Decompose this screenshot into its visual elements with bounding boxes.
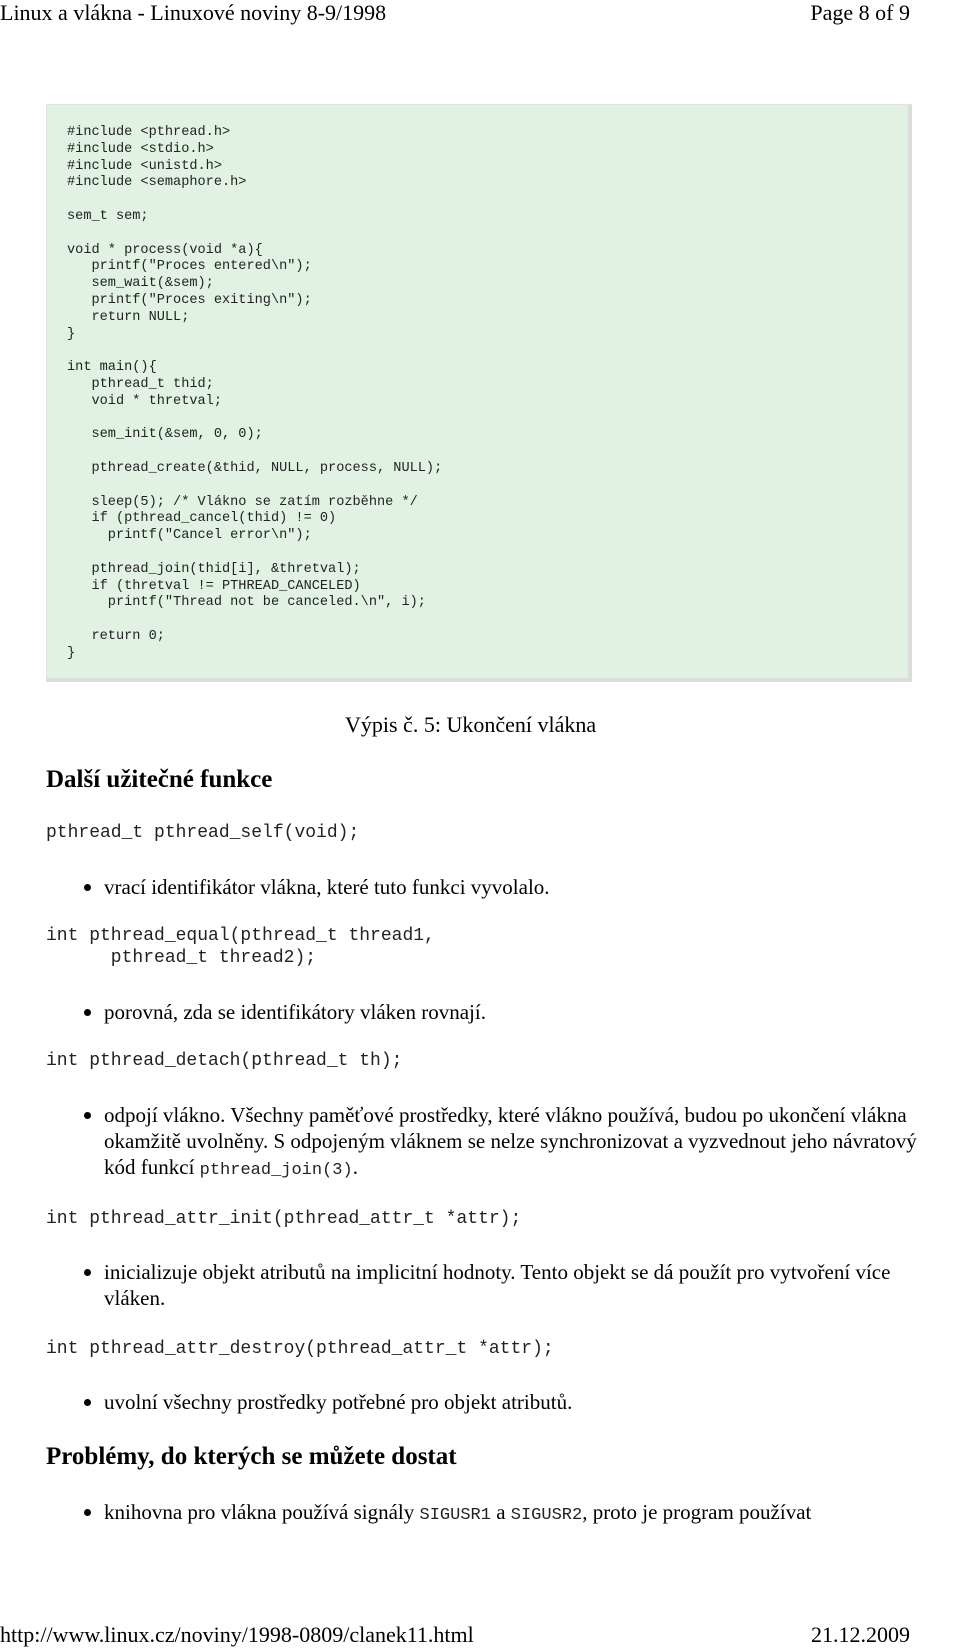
page-number: Page 8 of 9	[810, 0, 910, 25]
listing-caption: Výpis č. 5: Ukončení vlákna	[345, 712, 597, 737]
list-item	[104, 1499, 924, 1529]
period: .	[352, 1155, 358, 1179]
list-item	[104, 1259, 924, 1311]
code-sigusr1: SIGUSR1	[419, 1506, 491, 1525]
bullet-icon	[84, 1269, 91, 1276]
bullet-icon	[84, 1112, 91, 1119]
bullet-icon	[84, 1399, 91, 1406]
bullet-text: knihovna pro vlákna používá signály	[104, 1500, 420, 1524]
bullet-icon	[84, 884, 91, 891]
bullet-icon	[84, 1009, 91, 1016]
signature-pthread-equal: int pthread_equal(pthread_t thread1, pthread_t thread2);	[46, 926, 435, 968]
code-pthread-join: pthread_join(3)	[199, 1161, 353, 1180]
bullet-text: a	[490, 1500, 511, 1524]
section-heading-useful-functions: Další užitečné funkce	[46, 766, 273, 793]
signature-pthread-attr-destroy: int pthread_attr_destroy(pthread_attr_t *attr);	[46, 1339, 554, 1359]
bullet-text: , proto je program používat	[582, 1500, 812, 1524]
signature-pthread-attr-init: int pthread_attr_init(pthread_attr_t *attr);	[46, 1209, 522, 1229]
desc-pthread-detach: odpojí vlákno. Všechny paměťové prostředky, které vlákno používá, budou po ukončení vlákna okamžitě uvolněny. S odpojeným vláknem se nelze synchronizovat a vyzvednout jeho návratový kód funkcí	[104, 1103, 917, 1179]
desc-pthread-equal: porovná, zda se identifikátory vláken rovnají.	[104, 1000, 486, 1024]
section-heading-problems: Problémy, do kterých se můžete dostat	[46, 1443, 457, 1470]
list-item	[104, 999, 924, 1025]
signature-pthread-detach: int pthread_detach(pthread_t th);	[46, 1051, 403, 1071]
footer-date: 21.12.2009	[811, 1622, 910, 1647]
footer-url[interactable]: http://www.linux.cz/noviny/1998-0809/clanek11.html	[0, 1622, 474, 1647]
code-listing-box	[46, 104, 912, 682]
bullet-icon	[84, 1509, 91, 1516]
list-item	[104, 874, 924, 900]
desc-pthread-self: vrací identifikátor vlákna, které tuto funkci vyvolalo.	[104, 875, 550, 899]
document-title: Linux a vlákna - Linuxové noviny 8-9/1998	[0, 0, 387, 25]
desc-pthread-attr-init: inicializuje objekt atributů na implicitní hodnoty. Tento objekt se dá použít pro vytvoření více vláken.	[104, 1260, 891, 1310]
desc-pthread-attr-destroy: uvolní všechny prostředky potřebné pro objekt atributů.	[104, 1390, 573, 1414]
list-item	[104, 1389, 924, 1415]
code-listing: #include <pthread.h> #include <stdio.h> #include <unistd.h> #include <semaphore.h> sem_t sem; void * process(void *a){ printf("Proces entered\n"); sem_wait(&sem); printf("Proces exiting\n"); return NULL; } int main(){ pthread_t thid; void * thretval; sem_init(&sem, 0, 0); pthread_create(&thid, NULL, process, NULL); sleep(5); /* Vlákno se zatím rozběhne */ if (pthread_cancel(thid) != 0) printf("Cancel error\n"); pthread_join(thid[i], &thretval); if (thretval != PTHREAD_CANCELED) printf("Thread not be canceled.\n", i); return 0; }	[67, 125, 443, 661]
list-item	[104, 1102, 924, 1184]
signature-pthread-self: pthread_t pthread_self(void);	[46, 823, 360, 843]
code-sigusr2: SIGUSR2	[510, 1506, 583, 1525]
